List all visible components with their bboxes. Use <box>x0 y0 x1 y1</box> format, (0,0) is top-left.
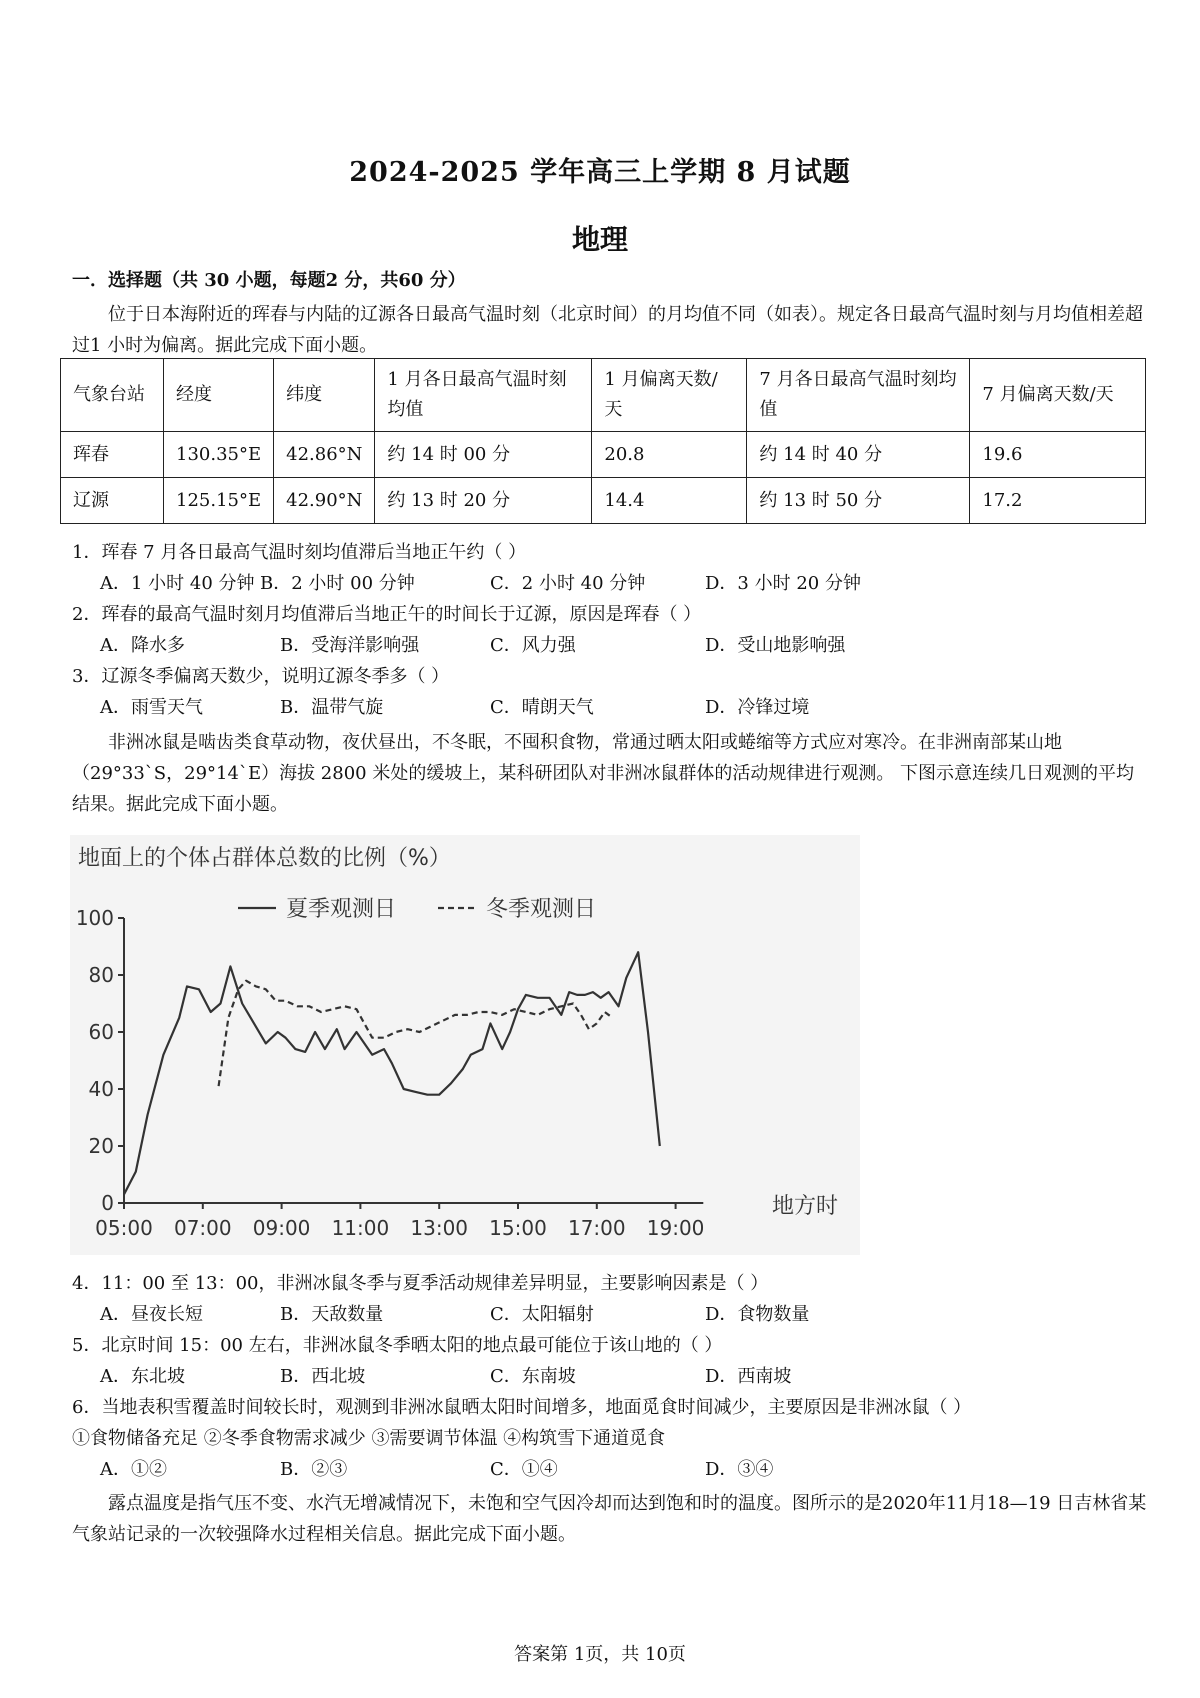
intro-passage: 位于日本海附近的珲春与内陆的辽源各日最高气温时刻（北京时间）的月均值不同（如表）。规定各日最高气温时刻与月均值相差超过1 小时为偏离。据此完成下面小题。 <box>72 304 1143 356</box>
exam-title: 2024-2025 学年高三上学期 8 月试题 <box>349 157 851 188</box>
summer-series-line <box>124 952 660 1194</box>
x-tick-label: 17:00 <box>567 1216 626 1240</box>
question-5-stem: 5．北京时间 15：00 左右，非洲冰鼠冬季晒太阳的地点最可能位于该山地的（ ） <box>72 1335 723 1356</box>
table-header-row <box>61 359 1146 432</box>
table-header-cell: 气象台站 <box>61 359 164 432</box>
option-a[interactable]: A．东北坡 <box>100 1366 185 1387</box>
table-cell: 约 14 时 00 分 <box>375 432 592 478</box>
table-cell: 130.35°E <box>164 432 274 478</box>
question-6-items: ①食物储备充足 ②冬季食物需求减少 ③需要调节体温 ④构筑雪下通道觅食 <box>72 1428 666 1449</box>
option-c[interactable]: C．2 小时 40 分钟 <box>490 573 646 594</box>
question-2-stem: 2．珲春的最高气温时刻月均值滞后当地正午的时间长于辽源，原因是珲春（ ） <box>72 604 702 625</box>
x-tick-label: 15:00 <box>489 1216 547 1240</box>
activity-chart <box>70 835 860 1255</box>
table-header-cell: 纬度 <box>274 359 375 432</box>
table-cell: 17.2 <box>970 478 1146 524</box>
option-b[interactable]: B．②③ <box>280 1459 348 1480</box>
option-a[interactable]: A．①② <box>100 1459 167 1480</box>
question-1-stem: 1．珲春 7 月各日最高气温时刻均值滞后当地正午约（ ） <box>72 542 527 563</box>
option-c[interactable]: C．风力强 <box>490 635 576 656</box>
subject-title: 地理 <box>571 223 628 256</box>
x-tick-label: 19:00 <box>646 1216 705 1240</box>
table-cell: 19.6 <box>970 432 1146 478</box>
question-3-stem: 3．辽源冬季偏离天数少，说明辽源冬季多（ ） <box>72 666 450 687</box>
option-a[interactable]: A．降水多 <box>100 635 185 656</box>
table-cell: 约 13 时 20 分 <box>375 478 592 524</box>
option-b[interactable]: B．天敌数量 <box>280 1304 384 1325</box>
option-c[interactable]: C．晴朗天气 <box>490 697 594 718</box>
option-a[interactable]: A．1 小时 40 分钟 <box>100 573 255 594</box>
passage-ice-rat: 非洲冰鼠是啮齿类食草动物，夜伏昼出，不冬眠，不囤积食物，常通过晒太阳或蜷缩等方式应对寒冷。在非洲南部某山地（29°33`S，29°14`E）海拔 2800 米处的缓坡上，某科研团队对非洲冰鼠群体的活动规律进行观测。 下图示意连续几日观测的平均结果。据此完成下面小题。 <box>72 732 1135 815</box>
option-c[interactable]: C．太阳辐射 <box>490 1304 594 1325</box>
y-tick-label: 20 <box>88 1134 114 1158</box>
table-cell: 125.15°E <box>164 478 274 524</box>
table-row <box>61 432 1146 478</box>
option-c[interactable]: C．①④ <box>490 1459 558 1480</box>
section-heading: 一．选择题（共 30 小题，每题2 分，共60 分） <box>72 270 466 291</box>
x-tick-label: 07:00 <box>173 1216 232 1240</box>
option-d[interactable]: D．3 小时 20 分钟 <box>705 573 861 594</box>
page-footer: 答案第 1页，共 10页 <box>514 1644 686 1665</box>
option-a[interactable]: A．雨雪天气 <box>100 697 203 718</box>
option-b[interactable]: B．2 小时 00 分钟 <box>260 573 415 594</box>
x-axis-label: 地方时 <box>772 1194 839 1219</box>
option-d[interactable]: D．冷锋过境 <box>705 697 810 718</box>
legend-label-winter: 冬季观测日 <box>486 897 597 922</box>
option-d[interactable]: D．受山地影响强 <box>705 635 846 656</box>
table-cell: 珲春 <box>61 432 164 478</box>
y-tick-label: 40 <box>88 1077 114 1101</box>
chart-axes <box>76 906 705 1240</box>
y-tick-label: 100 <box>75 906 114 930</box>
question-4-stem: 4．11：00 至 13：00，非洲冰鼠冬季与夏季活动规律差异明显，主要影响因素是（ ） <box>72 1273 769 1294</box>
question-6-stem: 6．当地表积雪覆盖时间较长时，观测到非洲冰鼠晒太阳时间增多，地面觅食时间减少，主要原因是非洲冰鼠（ ） <box>72 1397 972 1418</box>
table-header-cell: 1 月偏离天数/天 <box>592 359 747 432</box>
option-d[interactable]: D．西南坡 <box>705 1366 792 1387</box>
passage-dew-point: 露点温度是指气压不变、水汽无增减情况下，未饱和空气因冷却而达到饱和时的温度。图所示的是2020年11月18—19 日吉林省某气象站记录的一次较强降水过程相关信息。据此完成下面小题。 <box>72 1493 1147 1545</box>
table-header-cell: 经度 <box>164 359 274 432</box>
option-c[interactable]: C．东南坡 <box>490 1366 576 1387</box>
table-cell: 20.8 <box>592 432 747 478</box>
table-header-cell: 7 月偏离天数/天 <box>970 359 1146 432</box>
table-header-cell: 1 月各日最高气温时刻均值 <box>375 359 592 432</box>
option-a[interactable]: A．昼夜长短 <box>100 1304 203 1325</box>
option-b[interactable]: B．西北坡 <box>280 1366 366 1387</box>
legend-label-summer: 夏季观测日 <box>286 897 397 922</box>
chart-series <box>124 952 660 1194</box>
table-cell: 42.86°N <box>274 432 375 478</box>
table-cell: 42.90°N <box>274 478 375 524</box>
chart-title: 地面上的个体占群体总数的比例（%） <box>78 846 451 871</box>
table-header-cell: 7 月各日最高气温时刻均值 <box>747 359 970 432</box>
table-cell: 辽源 <box>61 478 164 524</box>
option-b[interactable]: B．受海洋影响强 <box>280 635 420 656</box>
x-tick-label: 05:00 <box>95 1216 153 1240</box>
option-d[interactable]: D．食物数量 <box>705 1304 810 1325</box>
table-row <box>61 478 1146 524</box>
y-tick-label: 60 <box>88 1020 114 1044</box>
option-d[interactable]: D．③④ <box>705 1459 774 1480</box>
x-tick-label: 11:00 <box>331 1216 390 1240</box>
option-b[interactable]: B．温带气旋 <box>280 697 384 718</box>
table-cell: 14.4 <box>592 478 747 524</box>
table-cell: 约 13 时 50 分 <box>747 478 970 524</box>
x-tick-label: 09:00 <box>252 1216 311 1240</box>
table-cell: 约 14 时 40 分 <box>747 432 970 478</box>
line-chart <box>70 835 860 1255</box>
y-tick-label: 80 <box>88 963 114 987</box>
chart-legend <box>238 897 596 922</box>
x-tick-label: 13:00 <box>410 1216 469 1240</box>
station-table <box>60 358 1146 524</box>
y-tick-label: 0 <box>101 1191 114 1215</box>
